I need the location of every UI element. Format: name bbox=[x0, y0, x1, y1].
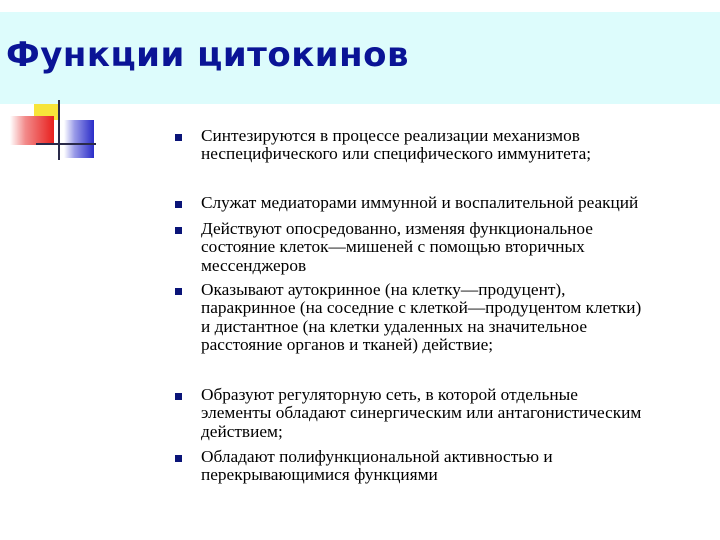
text-line: Обладают полифункциональной активностью и bbox=[201, 447, 553, 466]
bullet-text bbox=[201, 220, 717, 275]
square-bullet-icon bbox=[175, 134, 182, 141]
bullet-text bbox=[201, 281, 717, 354]
text-line: неспецифического или специфического иммунитета; bbox=[201, 144, 592, 164]
text-line: состояние клеток—мишеней с помощью вторичных bbox=[201, 237, 585, 257]
square-bullet-icon bbox=[175, 227, 182, 234]
text-line: мессенджеров bbox=[201, 255, 307, 275]
text-line: действием; bbox=[201, 421, 283, 441]
square-bullet-icon bbox=[175, 455, 182, 462]
square-bullet-icon bbox=[175, 201, 182, 208]
text-line: Образуют регуляторную сеть, в которой отдельные bbox=[201, 385, 578, 404]
bullet-text bbox=[201, 127, 717, 164]
text-line: элементы обладают синергическим или антагонистическим bbox=[201, 403, 642, 423]
text-line: Служат медиаторами иммунной и воспалительной реакций bbox=[201, 193, 639, 212]
text-line: Оказывают аутокринное (на клетку—продуцент), bbox=[201, 280, 566, 299]
bullet-text bbox=[201, 448, 717, 485]
square-bullet-icon bbox=[175, 288, 182, 295]
bullet-text bbox=[201, 194, 717, 212]
text-line: Действуют опосредованно, изменяя функциональное bbox=[201, 219, 593, 238]
text-line: паракринное (на соседние с клеткой—продуцентом клетки) bbox=[201, 298, 642, 318]
bullet-text bbox=[201, 386, 717, 441]
text-line: и дистантное (на клетки удаленных на значительное bbox=[201, 316, 588, 336]
text-line: Синтезируются в процессе реализации механизмов bbox=[201, 126, 580, 145]
square-bullet-icon bbox=[175, 393, 182, 400]
slide-title: Функции цитокинов bbox=[6, 35, 409, 75]
text-line: расстояние органов и тканей) действие; bbox=[201, 334, 494, 354]
text-line: перекрывающимися функциями bbox=[201, 465, 438, 485]
